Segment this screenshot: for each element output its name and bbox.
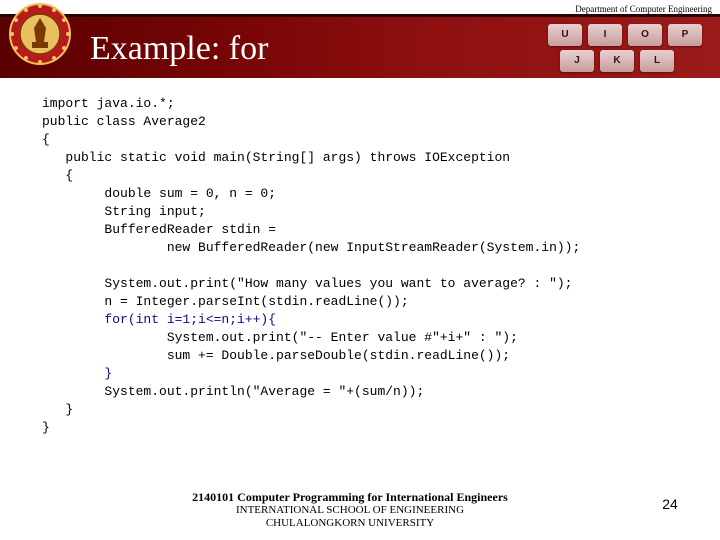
keyboard-key: I — [588, 24, 622, 46]
page-number: 24 — [662, 496, 678, 512]
code-line: System.out.println("Average = "+(sum/n)); — [42, 384, 425, 399]
slide-footer — [180, 491, 520, 530]
code-block — [42, 95, 580, 437]
code-line: public static void main(String[] args) throws IOException — [42, 150, 511, 165]
code-line: { — [42, 168, 74, 183]
code-line: sum += Double.parseDouble(stdin.readLine()); — [42, 348, 511, 363]
code-line-highlighted: for(int i=1;i<=n;i++){ — [42, 312, 277, 327]
code-line: n = Integer.parseInt(stdin.readLine()); — [42, 294, 409, 309]
code-line: double sum = 0, n = 0; — [42, 186, 277, 201]
code-line: import java.io.*; — [42, 96, 175, 111]
keyboard-key: L — [640, 50, 674, 72]
keyboard-decoration — [520, 18, 720, 78]
keyboard-key: P — [668, 24, 702, 46]
slide-header — [0, 0, 720, 78]
code-line: public class Average2 — [42, 114, 206, 129]
keyboard-key: O — [628, 24, 662, 46]
course-title: 2140101 Computer Programming for International Engineers — [192, 490, 508, 504]
code-line — [42, 257, 580, 275]
header-top-strip — [0, 0, 720, 14]
code-line-highlighted: } — [42, 366, 113, 381]
university-seal-icon — [8, 2, 72, 66]
code-line: System.out.print("How many values you want to average? : "); — [42, 276, 573, 291]
keyboard-key: K — [600, 50, 634, 72]
code-line: { — [42, 132, 50, 147]
code-line: new BufferedReader(new InputStreamReader(System.in)); — [42, 240, 581, 255]
school-name: INTERNATIONAL SCHOOL OF ENGINEERING — [235, 504, 465, 516]
code-line: } — [42, 420, 50, 435]
code-line: BufferedReader stdin = — [42, 222, 277, 237]
header-divider — [0, 14, 720, 17]
department-label: Department of Computer Engineering — [575, 4, 712, 14]
code-line: } — [42, 402, 74, 417]
keyboard-key: J — [560, 50, 594, 72]
slide-title: Example: for — [90, 30, 269, 67]
code-line: System.out.print("-- Enter value #"+i+" : "); — [42, 330, 518, 345]
university-name: CHULALONGKORN UNIVERSITY — [265, 517, 435, 529]
code-line: String input; — [42, 204, 206, 219]
keyboard-key: U — [548, 24, 582, 46]
